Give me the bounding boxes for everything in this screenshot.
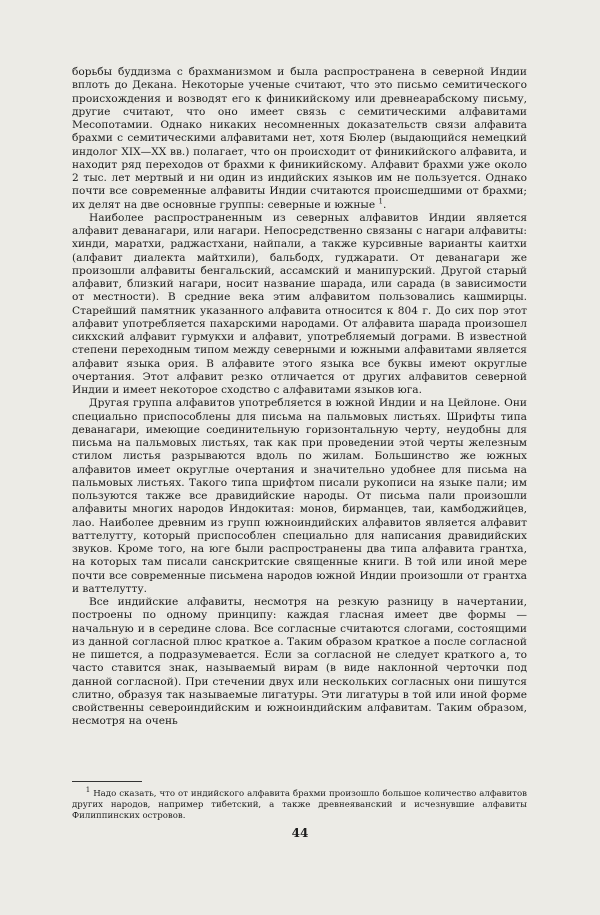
paragraph-1: борьбы буддизма с брахманизмом и была распространена в северной Индии вплоть до Декана. Некоторые ученые считают, что это письмо семитического происхождения и возводят его к финикийскому или древнеарабскому письму, другие считают, что оно имеет связь с семитическими алфавитами Месопотамии. Однако никаких несомненных доказательств связи алфавита брахми с семитическими алфавитами нет, хотя Бюлер (выдающийся немецкий индолог XIX—XX вв.) полагает, что он происходит от финикийского алфавита, и находит ряд переходов от брахми к финикийскому. Алфавит брахми уже около 2 тыс. лет мертвый и ни один из индийских языков им не пользуется. Однако почти все современные алфавиты Индии считаются происшедшими от брахми; их делят на две основные группы: северные и южные $^1$. xyxy=(72,66,527,211)
footnote-text: Надо сказать, что от индийского алфавита брахми произошло большое количество алфавитов других народов, например тибетский, а также древнеяванский и исчезнувшие алфавиты Филиппинских островов. xyxy=(72,789,528,821)
paragraph-4: Все индийские алфавиты, несмотря на резкую разницу в начертании, построены по одному принципу: каждая гласная имеет две формы — начальную и в середине слова. Все согласные считаются слогами, состоящими из данной согласной плюс краткое а. Таким образом краткое а после согласной не пишется, а подразумевается. Если за согласной не следует краткого а, то часто ставится знак, называемый вирам (в виде наклонной черточки под данной согласной). При стечении двух или нескольких согласных они пишутся слитно, образуя так называемые лигатуры. Эти лигатуры в той или иной форме свойственны североиндийским и южноиндийским алфавитам. Таким образом, несмотря на очень xyxy=(72,596,527,728)
footnote-reference: 1 xyxy=(378,196,383,205)
paragraph-3: Другая группа алфавитов употребляется в южной Индии и на Цейлоне. Они специально приспособлены для письма на пальмовых листьях. Шрифты типа деванагари, имеющие соединительную горизонтальную черту, неудобны для письма на пальмовых листьях, так как при проведении этой черты железным стилом листья разрываются вдоль по жилам. Большинство же южных алфавитов имеет округлые очертания и значительно удобнее для письма на пальмовых листьях. Такого типа шрифтом писали рукописи на языке пали; им пользуются также все дравидийские народы. От письма пали произошли алфавиты многих народов Индокитая: монов, бирманцев, таи, камбоджийцев, лао. Наиболее древним из групп южноиндийских алфавитов является алфавит ваттелутту, который приспособлен специально для написания дравидийских звуков. Кроме того, на юге были распространены два типа алфавита грантха, на которых там писали санскритские священные книги. В той или иной мере почти все современные письмена народов южной Индии произошли от грантха и ваттелутту. xyxy=(72,397,527,595)
paragraph-2: Наиболее распространенным из северных алфавитов Индии является алфавит деванагари, или нагари. Непосредственно связаны с нагари алфавиты: хинди, маратхи, раджастхани, найпали, а также курсивные варианты каитхи (алфавит диалекта майтхили), бальбодх, гуджарати. От деванагари же произошли алфавиты бенгальский, ассамский и манипурский. Другой старый алфавит, близкий нагари, носит название шарада, или сарада (в зависимости от местности). В средние века этим алфавитом пользовались кашмирцы. Старейший памятник указанного алфавита относится к 804 г. До сих пор этот алфавит употребляется пахарскими народами. От алфавита шарада произошел сикхский алфавит гурмукхи и алфавит, употребляемый дограми. В известной степени переходным типом между северными и южными алфавитами является алфавит языка ория. В алфавите этого языка все буквы имеют округлые очертания. Этот алфавит резко отличается от других алфавитов северной Индии и имеет некоторое сходство с алфавитами языков юга. xyxy=(72,211,527,396)
footnote-marker: 1 xyxy=(85,786,91,795)
page-number: 44 xyxy=(291,826,309,840)
paragraph-1-text: борьбы буддизма с брахманизмом и была распространена в северной Индии вплоть до Декана. Некоторые ученые считают, что это письмо семитического происхождения и возводят его к финикийскому или древнеарабскому письму, другие считают, что оно имеет связь с семитическими алфавитами Месопотамии. Однако никаких несомненных доказательств связи алфавита брахми с семитическими алфавитами нет, хотя Бюлер (выдающийся немецкий индолог XIX—XX вв.) полагает, что он происходит от финикийского алфавита, и находит ряд переходов от брахми к финикийскому. Алфавит брахми уже около 2 тыс. лет мертвый и ни один из индийских языков им не пользуется. Однако почти все современные алфавиты Индии считаются происшедшими от брахми; их делят на две основные группы: северные и южные xyxy=(72,66,527,211)
footnote-divider xyxy=(72,781,142,782)
footnote xyxy=(72,786,528,822)
body-text xyxy=(72,66,527,729)
